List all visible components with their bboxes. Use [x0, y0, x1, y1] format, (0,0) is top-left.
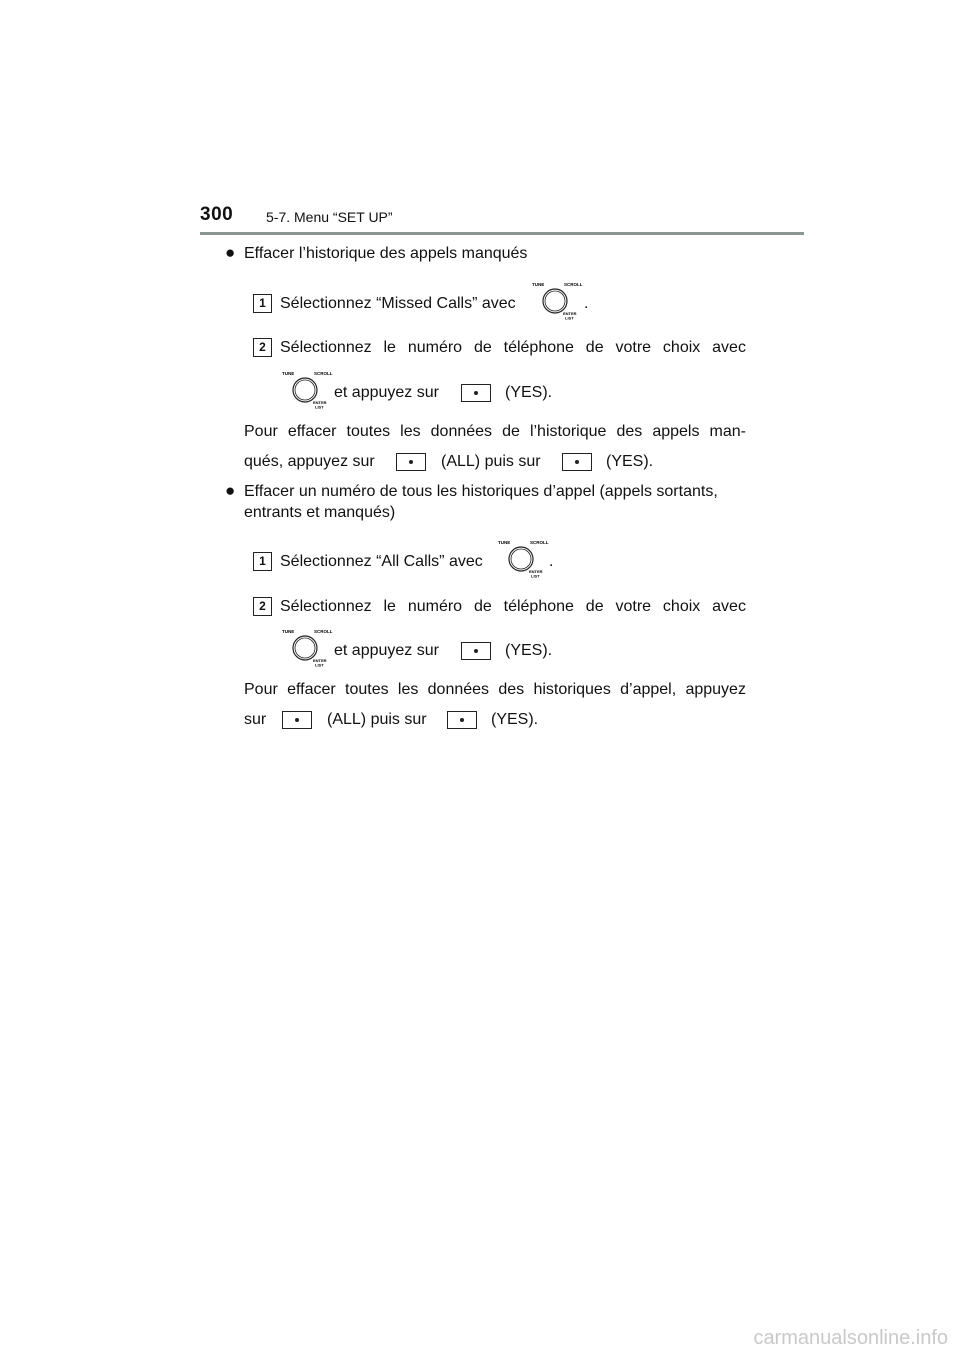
block2-heading-line1: Effacer un numéro de tous les historiques d’appel (appels sortants, — [244, 483, 718, 500]
block2-note-line2a: sur — [244, 711, 267, 728]
block2-note-line2b: (ALL) puis sur — [327, 711, 427, 728]
knob-list-label: LIST — [565, 315, 574, 321]
header-divider — [200, 232, 804, 235]
tune-scroll-knob-icon — [530, 281, 584, 321]
dot-button-icon — [461, 384, 491, 402]
block2-step2-line2b: (YES). — [505, 642, 553, 659]
block2-step2-line1: Sélectionnez le numéro de téléphone de votre choix avec — [280, 598, 746, 615]
page-number: 300 — [200, 204, 234, 225]
dot-button-icon — [562, 453, 592, 471]
svg-text:TUNE: TUNE — [282, 629, 295, 634]
knob-enter-label: ENTER — [563, 311, 577, 316]
bullet-icon: ● — [225, 243, 236, 262]
svg-text:TUNE: TUNE — [498, 540, 511, 545]
svg-text:SCROLL: SCROLL — [314, 371, 333, 376]
svg-text:LIST: LIST — [531, 573, 540, 579]
block1-step2-line2b: (YES). — [505, 384, 553, 401]
block1-heading: Effacer l’historique des appels manqués — [244, 245, 528, 262]
dot-button-icon — [396, 453, 426, 471]
tune-scroll-knob-icon — [280, 370, 334, 410]
block2-heading-line2: entrants et manqués) — [244, 504, 396, 521]
svg-text:SCROLL: SCROLL — [314, 629, 333, 634]
bullet-icon: ● — [225, 481, 236, 500]
block2-note-line1: Pour effacer toutes les données des historiques d’appel, appuyez — [244, 681, 746, 698]
svg-text:LIST: LIST — [315, 404, 324, 410]
block1-step2-line2a: et appuyez sur — [334, 384, 439, 401]
dot-button-icon — [282, 711, 312, 729]
dot-button-icon — [447, 711, 477, 729]
svg-text:LIST: LIST — [315, 662, 324, 668]
step-number-2: 2 — [253, 338, 272, 357]
block1-step2-line1: Sélectionnez le numéro de téléphone de votre choix avec — [280, 339, 746, 356]
svg-text:SCROLL: SCROLL — [530, 540, 549, 545]
dot-button-icon — [461, 642, 491, 660]
step-number-1: 1 — [253, 552, 272, 571]
section-title: 5-7. Menu “SET UP” — [266, 209, 393, 225]
block2-step1-text: Sélectionnez “All Calls” avec — [280, 553, 483, 570]
block2-note-line2c: (YES). — [491, 711, 539, 728]
block1-note-line2a: qués, appuyez sur — [244, 453, 375, 470]
svg-text:ENTER: ENTER — [313, 400, 327, 405]
tune-scroll-knob-icon — [280, 628, 334, 668]
block1-note-line2c: (YES). — [606, 453, 654, 470]
block1-note-line1: Pour effacer toutes les données de l’historique des appels man- — [244, 423, 746, 440]
period: . — [549, 553, 554, 570]
step-number-2: 2 — [253, 597, 272, 616]
svg-text:ENTER: ENTER — [529, 569, 543, 574]
block2-step2-line2a: et appuyez sur — [334, 642, 439, 659]
svg-text:TUNE: TUNE — [282, 371, 295, 376]
knob-tune-label: TUNE — [532, 282, 545, 287]
period: . — [584, 295, 589, 312]
step-number-1: 1 — [253, 294, 272, 313]
tune-scroll-knob-icon — [496, 539, 550, 579]
watermark-link[interactable]: carmanualsonline.info — [753, 1327, 948, 1349]
knob-scroll-label: SCROLL — [564, 282, 583, 287]
block1-note-line2b: (ALL) puis sur — [441, 453, 541, 470]
svg-text:ENTER: ENTER — [313, 658, 327, 663]
block1-step1-text: Sélectionnez “Missed Calls” avec — [280, 295, 516, 312]
